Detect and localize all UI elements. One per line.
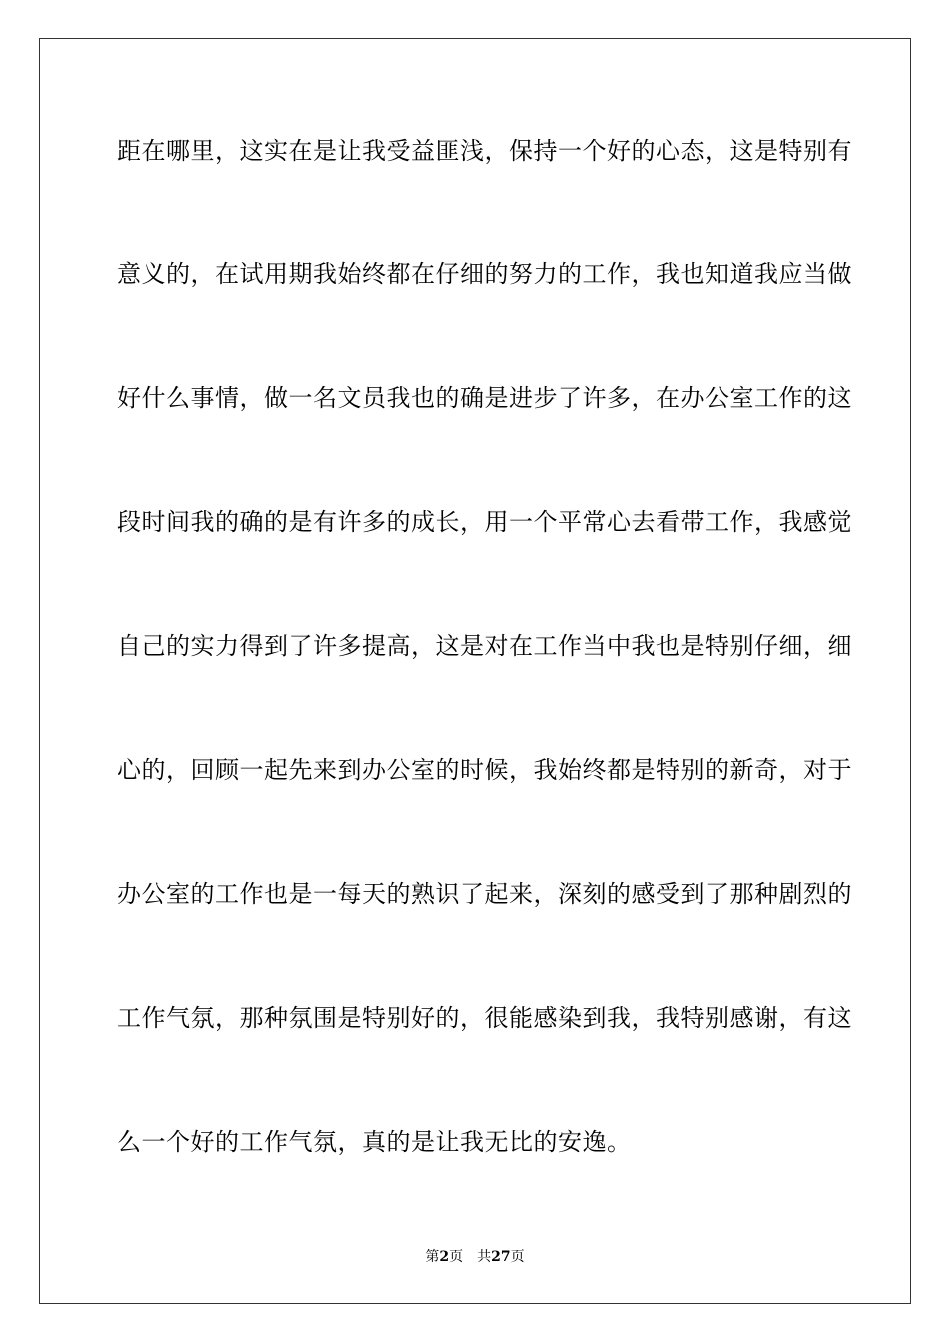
page-number: 2 [439, 1249, 450, 1265]
text-line-1: 距在哪里，这实在是让我受益匪浅，保持一个好的心态，这是特别有 [117, 137, 852, 165]
total-suffix: 页 [510, 1249, 525, 1265]
text-line-6: 心的，回顾一起先来到办公室的时候，我始终都是特别的新奇，对于 [117, 756, 852, 784]
page-suffix: 页 [449, 1249, 464, 1265]
text-line-2: 意义的，在试用期我始终都在仔细的努力的工作，我也知道我应当做 [117, 260, 852, 288]
page-prefix: 第 [425, 1249, 440, 1265]
text-line-9: 么一个好的工作气氛，真的是让我无比的安逸。 [117, 1128, 632, 1156]
total-prefix: 共 [477, 1249, 492, 1265]
text-line-3: 好什么事情，做一名文员我也的确是进步了许多，在办公室工作的这 [117, 384, 852, 412]
text-line-8: 工作气氛，那种氛围是特别好的，很能感染到我，我特别感谢，有这 [117, 1004, 852, 1032]
text-line-5: 自己的实力得到了许多提高，这是对在工作当中我也是特别仔细，细 [117, 632, 852, 660]
page-footer [0, 1248, 950, 1266]
text-line-7: 办公室的工作也是一每天的熟识了起来，深刻的感受到了那种剧烈的 [117, 880, 852, 908]
page-border [39, 38, 911, 1304]
total-pages: 27 [491, 1249, 511, 1265]
text-line-4: 段时间我的确的是有许多的成长，用一个平常心去看带工作，我感觉 [117, 508, 852, 536]
